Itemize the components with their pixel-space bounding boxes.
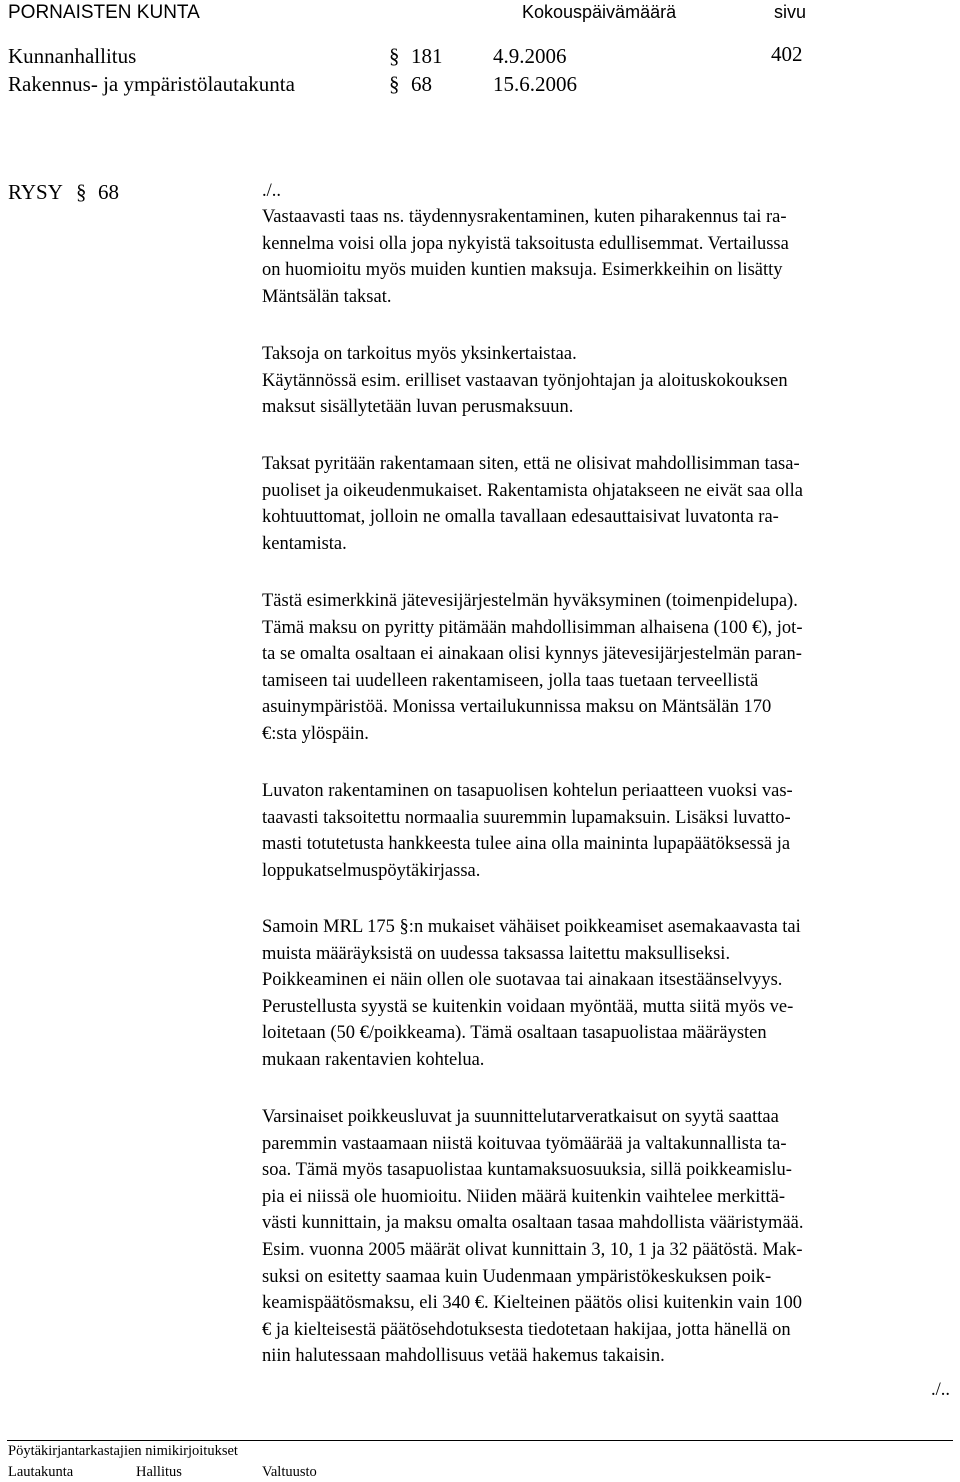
text-line: kentamista. — [262, 533, 347, 554]
text-line: Esim. vuonna 2005 määrät olivat kunnittain 3, 10, 1 ja 32 päätöstä. Mak- — [262, 1239, 803, 1260]
text-line: Samoin MRL 175 §:n mukaiset vähäiset poikkeamiset asemakaavasta tai — [262, 917, 801, 937]
section-mark-1: § — [389, 44, 400, 68]
text-line: on huomioitu myös muiden kuntien maksuja. Esimerkkeihin on lisätty — [262, 260, 783, 281]
footer-column-valtuusto: Valtuusto — [262, 1464, 317, 1480]
text-line: Tämä maksu on pyritty pitämään mahdollisimman alhaisena (100 €), jot- — [262, 617, 803, 638]
footer-divider — [7, 1440, 953, 1441]
text-line: Taksoja on tarkoitus myös yksinkertaistaa. — [262, 344, 577, 364]
text-line: suksi on esitetty saamaa kuin Uudenmaan ympäristökeskuksen poik- — [262, 1266, 772, 1287]
text-line: Varsinaiset poikkeusluvat ja suunnittelutarveratkaisut on syytä saattaa — [262, 1107, 779, 1127]
text-line: Mäntsälän taksat. — [262, 286, 392, 307]
text-line: € ja kielteisestä päätösehdotuksesta tiedotetaan hakijaa, jotta hänellä on — [262, 1319, 791, 1340]
paragraph-2 — [262, 341, 952, 421]
footer-column-lautakunta: Lautakunta — [8, 1464, 74, 1480]
paragraph-5 — [262, 778, 952, 884]
section-mark-2: § — [389, 72, 400, 96]
text-line: maksut sisällytetään luvan perusmaksuun. — [262, 397, 574, 418]
text-line: Taksat pyritään rakentamaan siten, että ne olisivat mahdollisimman tasa- — [262, 454, 800, 474]
paragraph-3 — [262, 451, 952, 557]
text-line: keamispäätösmaksu, eli 340 €. Kielteinen päätös olisi kuitenkin vain 100 — [262, 1293, 802, 1314]
case-number: 68 — [98, 180, 119, 204]
text-line: loitetaan (50 €/poikkeama). Tämä osaltaan tasapuolistaa määräysten — [262, 1023, 767, 1044]
text-line: muista määräyksistä on uudessa taksassa laitettu maksulliseksi. — [262, 943, 731, 964]
page-number: 402 — [771, 42, 803, 66]
case-code: RYSY — [8, 180, 63, 204]
text-line: pia ei niissä ole huomioitu. Niiden määrä kuitenkin vaihtelee merkittä- — [262, 1186, 785, 1207]
header-body-1: Kunnanhallitus — [8, 44, 137, 68]
text-line: kohtuuttomat, jolloin ne omalla tavallaan edesauttaisivat luvatonta ra- — [262, 507, 779, 528]
text-line: Poikkeaminen ei näin ollen ole suotavaa tai ainakaan itsestäänselvyys. — [262, 970, 783, 991]
page-label: sivu — [774, 2, 807, 22]
paragraph-4 — [262, 588, 952, 748]
header-date-1: 4.9.2006 — [493, 44, 567, 68]
text-line: soa. Tämä myös tasapuolistaa kuntamaksuosuuksia, sillä poikkeamislu- — [262, 1160, 792, 1181]
text-line: ta se omalta osaltaan ei ainakaan olisi kynnys jätevesijärjestelmän paran- — [262, 644, 802, 665]
text-line: taavasti taksoitettu normaalia suuremmin lupamaksuin. Lisäksi luvatto- — [262, 807, 791, 828]
text-line: Vastaavasti taas ns. täydennysrakentaminen, kuten piharakennus tai ra- — [262, 207, 787, 227]
text-line: masti totutetusta hankkeesta tulee aina olla maininta lupapäätöksessä ja — [262, 834, 791, 855]
text-line: loppukatselmuspöytäkirjassa. — [262, 860, 481, 881]
text-line: mukaan rakentavien kohtelua. — [262, 1049, 485, 1070]
paragraph-7 — [262, 1104, 952, 1370]
meeting-date-label: Kokouspäivämäärä — [522, 2, 677, 22]
text-line: asuinympäristöä. Monissa vertailukunnissa maksu on Mäntsälän 170 — [262, 697, 772, 718]
text-line: paremmin vastaamaan niistä koituvaa työmäärää ja valtakunnallista ta- — [262, 1133, 787, 1154]
footer-title: Pöytäkirjantarkastajien nimikirjoitukset — [8, 1443, 238, 1459]
text-line: €:sta ylöspäin. — [262, 723, 369, 744]
header-body-2: Rakennus- ja ympäristölautakunta — [8, 72, 295, 96]
text-line: tamiseen tai uudelleen rakentamiseen, jolla taas tuetaan terveellistä — [262, 670, 759, 691]
text-line: Tästä esimerkkinä jätevesijärjestelmän hyväksyminen (toimenpidelupa). — [262, 591, 798, 611]
header-date-2: 15.6.2006 — [493, 72, 577, 96]
continued-marker-top: ./.. — [262, 181, 282, 201]
text-line: Käytännössä esim. erilliset vastaavan työnjohtajan ja aloituskokouksen — [262, 370, 788, 391]
text-line: niin halutessaan mahdollisuus vetää hakemus takaisin. — [262, 1346, 665, 1367]
footer-column-hallitus: Hallitus — [136, 1464, 182, 1480]
paragraph-6 — [262, 914, 952, 1074]
text-line: Luvaton rakentaminen on tasapuolisen kohtelun periaatteen vuoksi vas- — [262, 781, 793, 801]
text-line: Perustellusta syystä se kuitenkin voidaan myöntää, mutta siitä myös ve- — [262, 996, 794, 1017]
header-section-2: 68 — [411, 72, 432, 96]
case-section-mark: § — [76, 180, 87, 204]
text-line: puoliset ja oikeudenmukaiset. Rakentamista ohjatakseen ne eivät saa olla — [262, 480, 803, 501]
header-section-1: 181 — [411, 44, 443, 68]
continued-marker-bottom: ./.. — [930, 1380, 950, 1400]
paragraph-1 — [262, 204, 952, 310]
text-line: kennelma voisi olla jopa nykyistä taksoitusta edullisemmat. Vertailussa — [262, 233, 789, 254]
text-line: västi kunnittain, ja maksu omalta osaltaan tasaa mahdollista vääristymää. — [262, 1213, 804, 1234]
municipality-name: PORNAISTEN KUNTA — [8, 2, 200, 23]
